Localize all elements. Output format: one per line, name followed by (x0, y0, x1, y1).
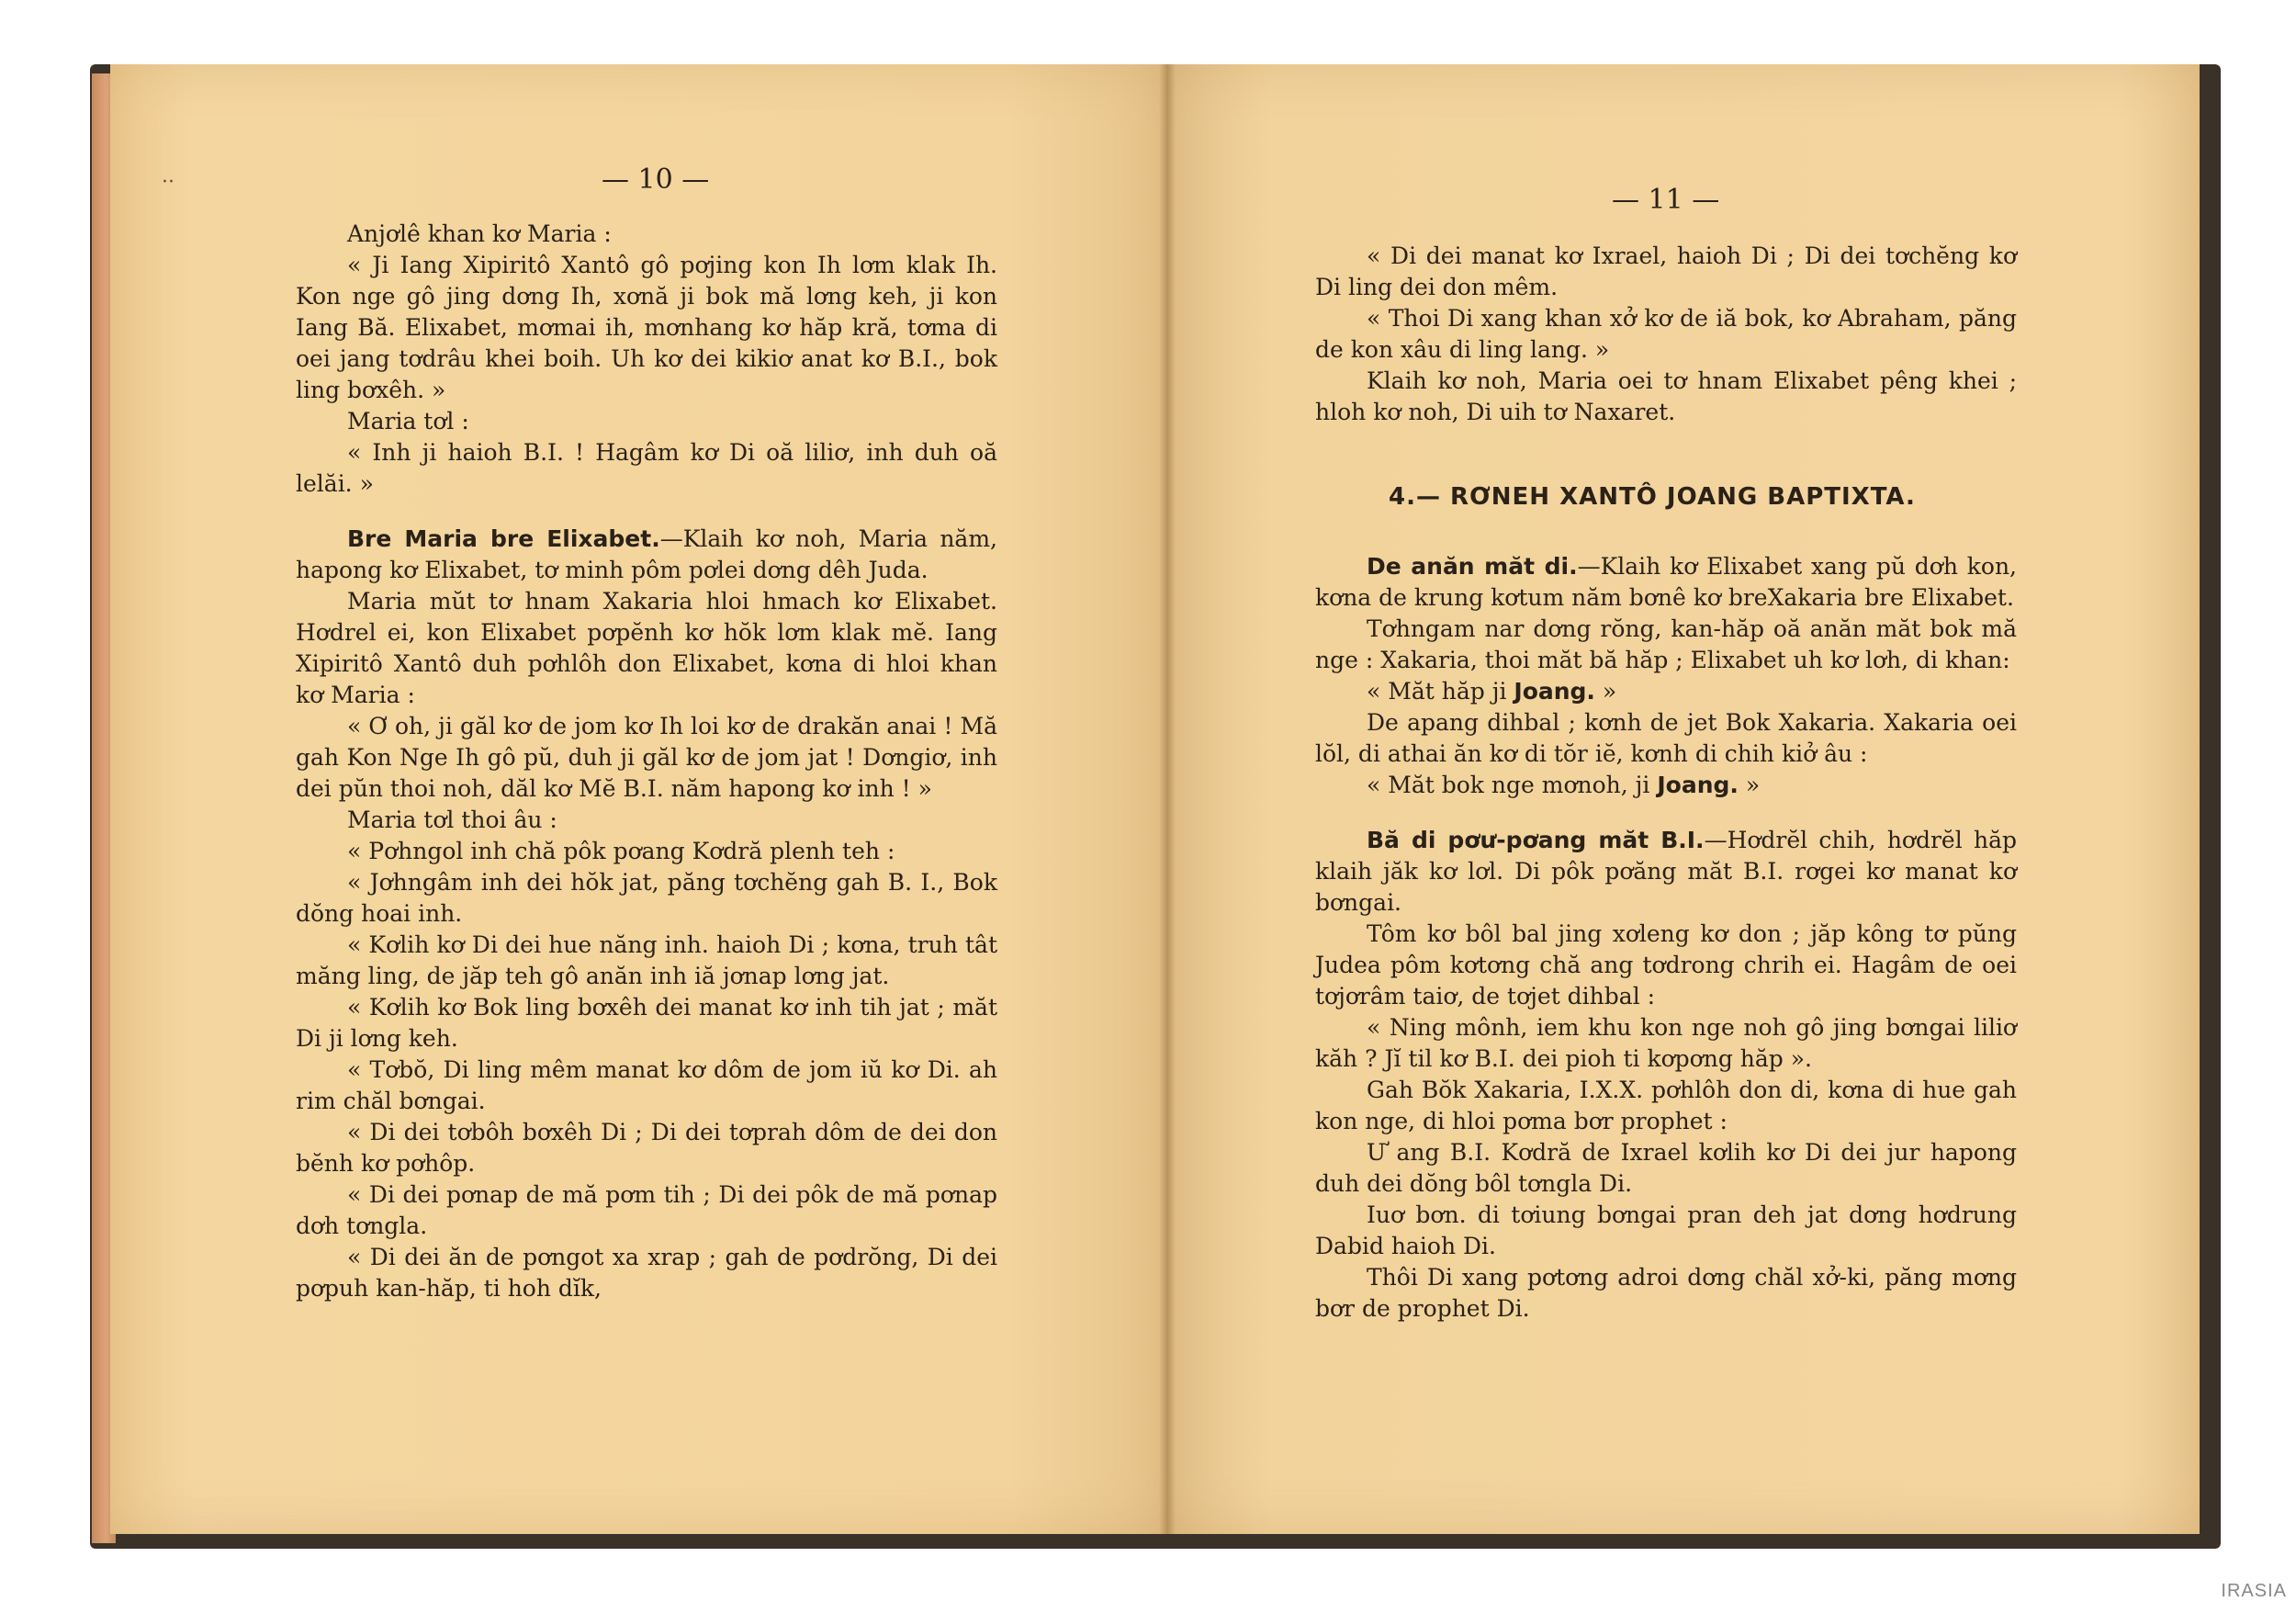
paragraph: « Thoi Di xang khan xở kơ de iă bok, kơ Abraham, păng de kon xâu di ling lang. » (1315, 305, 2017, 363)
paragraph (1315, 825, 2017, 919)
paragraph (1315, 770, 2017, 801)
paragraph: Tơhngam nar dơng rŏng, kan-hăp oă anăn măt bok mă nge : Xakaria, thoi măt bă hăp ; Elixabet uh kơ lơh, di khan: (1315, 615, 2017, 673)
section-lead: Bre Maria bre Elixabet. (347, 525, 660, 552)
left-page-number: — 10 — (602, 164, 710, 196)
paragraph: « Pơhngol inh chă pôk pơang Kơdră plenh teh : (347, 838, 895, 864)
paragraph (1315, 551, 2017, 614)
paragraph: « Di dei pơnap de mă pơm tih ; Di dei pôk de mă pơnap dơh tơngla. (296, 1181, 997, 1239)
paragraph: Anjơlê khan kơ Maria : (347, 220, 612, 247)
paragraph-text: » (1738, 772, 1761, 798)
paragraph: « Jơhngâm inh dei hŏk jat, păng tơchĕng gah B. I., Bok dŏng hoai inh. (296, 869, 997, 927)
section-lead: De anăn măt di. (1367, 553, 1578, 580)
paragraph: « Kơlih kơ Di dei hue năng inh. haioh Di ; kơna, truh tât măng ling, de jăp teh gô anăn inh iă jơnap lơng jat. (296, 931, 997, 989)
paragraph: « Tơbŏ, Di ling mêm manat kơ dôm de jom iŭ kơ Di. ah rim chăl bơngai. (296, 1056, 997, 1114)
left-page-text (296, 219, 997, 1304)
right-page-number: — 11 — (1612, 184, 1720, 216)
watermark: IRASIA (2221, 1581, 2287, 1601)
paragraph: De apang dihbal ; kơnh de jet Bok Xakaria. Xakaria oei lŏl, di athai ăn kơ di tŏr iĕ, kơnh di chih kiở âu : (1315, 709, 2017, 767)
paragraph: « Di dei manat kơ Ixrael, haioh Di ; Di dei tơchĕng kơ Di ling dei don mêm. (1315, 243, 2017, 300)
paragraph: Maria tơl : (347, 408, 469, 434)
paragraph: « Ơ oh, ji găl kơ de jom kơ Ih loi kơ de drakăn anai ! Mă gah Kon Nge Ih gô pŭ, duh ji găl kơ de jom jat ! Dơngiơ, inh dei pŭn thoi noh, dăl kơ Mĕ B.I. năm hapong kơ inh ! » (296, 713, 997, 802)
paragraph-text: —Hơdrĕl chih, hơdrĕl hăp klaih jăk kơ lơl. Di pôk pơăng măt B.I. rơgei kơ manat kơ bơngai. (1315, 827, 2017, 916)
right-page-text-bottom (1315, 551, 2017, 1325)
paragraph: « Ji Iang Xipiritô Xantô gô pơjing kon Ih lơm klak Ih. Kon nge gô jing dơng Ih, xơnă ji bok mă lơng keh, ji kon Iang Bă. Elixabet, mơmai ih, mơnhang kơ hăp kră, tơma di oei jang tơdrâu khei boih. Uh kơ dei kikiơ anat kơ B.I., bok ling bơxêh. » (296, 252, 997, 403)
paragraph: Gah Bŏk Xakaria, I.X.X. pơhlôh don di, kơna di hue gah kon nge, di hloi pơma bơr prophet : (1315, 1077, 2017, 1134)
paragraph: Maria tơl thoi âu : (347, 806, 557, 833)
right-page-text-top (1315, 241, 2017, 428)
name-bold: Joang. (1514, 678, 1595, 705)
paragraph: « Di dei ăn de pơngot xa xrap ; gah de pơdrŏng, Di dei pơpuh kan-hăp, ti hoh dĭk, (296, 1244, 997, 1302)
paragraph: « Di dei tơbôh bơxêh Di ; Di dei tơprah dôm de dei don bĕnh kơ pơhôp. (296, 1119, 997, 1177)
paragraph-text: » (1594, 678, 1617, 705)
paragraph: Ư ang B.I. Kơdră de Ixrael kơlih kơ Di dei jur hapong duh dei dŏng bôl tơngla Di. (1315, 1139, 2017, 1197)
paragraph: Maria mŭt tơ hnam Xakaria hloi hmach kơ Elixabet. Hơdrel ei, kon Elixabet pơpĕnh kơ hŏk lơm klak mĕ. Iang Xipiritô Xantô duh pơhlôh don Elixabet, kơna di hloi khan kơ Maria : (296, 588, 997, 708)
paragraph: Iuơ bơn. di tơiung bơngai pran deh jat dơng hơdrung Dabid haioh Di. (1315, 1201, 2017, 1259)
name-bold: Joang. (1657, 772, 1739, 798)
paragraph-text: « Măt hăp ji (1367, 678, 1514, 705)
paragraph: Tôm kơ bôl bal jing xơleng kơ don ; jăp kông tơ pŭng Judea pôm kơtơng chă ang tơdrong chrih ei. Hagâm de oei tơjơrâm taiơ, de tơjet dihbal : (1315, 920, 2017, 1010)
paragraph-text: —Klaih kơ noh, Maria năm, hapong kơ Elixabet, tơ minh pôm pơlei dơng dêh Juda. (296, 525, 997, 583)
margin-mark: ·· (162, 171, 174, 194)
paragraph: Klaih kơ noh, Maria oei tơ hnam Elixabet pêng khei ; hloh kơ noh, Di uih tơ Naxaret. (1315, 367, 2017, 425)
paragraph-text: —Klaih kơ Elixabet xang pŭ dơh kon, kơna de krung kơtum năm bơnê kơ breXakaria bre Elixabet. (1315, 553, 2017, 611)
paragraph: « Inh ji haioh B.I. ! Hagâm kơ Di oă liliơ, inh duh oă lelăi. » (296, 439, 997, 497)
book-gutter (1159, 64, 1176, 1534)
paragraph-text: « Măt bok nge mơnoh, ji (1367, 772, 1658, 798)
paragraph: « Kơlih kơ Bok ling bơxêh dei manat kơ inh tih jat ; măt Di ji lơng keh. (296, 994, 997, 1052)
section-lead: Bă di pơư-pơang măt B.I. (1367, 827, 1705, 853)
section-heading: 4.— RƠNEH XANTÔ JOANG BAPTIXTA. (1389, 483, 1916, 511)
paragraph (296, 524, 997, 586)
paragraph: Thôi Di xang pơtơng adroi dơng chăl xở-ki, păng mơng bơr de prophet Di. (1315, 1264, 2017, 1322)
paragraph: « Ning mônh, iem khu kon nge noh gô jing bơngai liliơ kăh ? Jĭ til kơ B.I. dei pioh ti kơpơng hăp ». (1315, 1014, 2017, 1072)
paragraph (1315, 676, 2017, 707)
